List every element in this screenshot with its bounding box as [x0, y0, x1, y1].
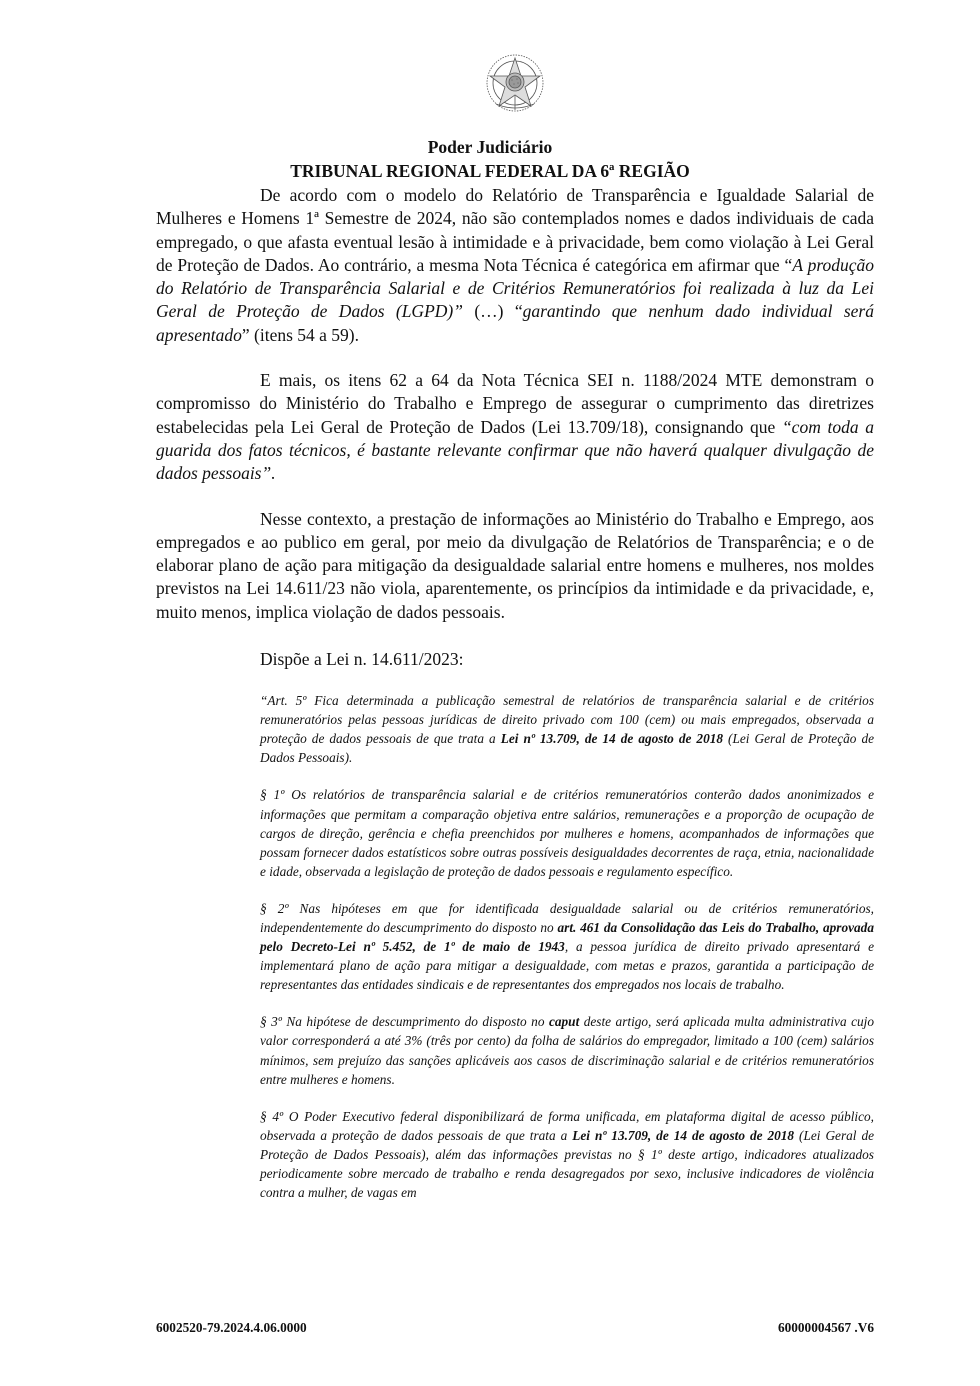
- paragraph-3: Nesse contexto, a prestação de informações ao Ministério do Trabalho e Emprego, aos empregados e ao publico em geral, por meio da divulgação de Relatórios de Transparência; e o de elaborar plano de ação para mitigação da desigualdade salarial entre homens e mulheres, nos moldes previstos na Lei 14.611/23 não viola, aparentemente, os princípios da intimidade e da privacidade, e, muito menos, implica violação de dados pessoais.: [156, 508, 874, 622]
- quote-art5-law-ref: Lei nº 13.709, de 14 de agosto de 2018: [500, 731, 724, 747]
- quote-art5-tail: (Lei Geral de Proteção de Dados Pessoais).: [260, 731, 874, 766]
- paragraph-2-quote: “com toda a guarida dos fatos técnicos, é bastante relevante confirmar que não haverá qualquer divulgação de dados pessoais”.: [156, 416, 874, 484]
- quote-paragraph-4-text: § 4º O Poder Executivo federal disponibilizará de forma unificada, em plataforma digital de acesso público, observada a proteção de dados pessoais de que trata a: [260, 1108, 874, 1143]
- paragraph-1-quote-2: garantindo que nenhum dado individual será apresentado: [156, 301, 874, 345]
- quote-paragraph-4: [260, 1107, 874, 1202]
- footer-document-id: 60000004567 .V6: [777, 1320, 874, 1335]
- quote-paragraph-2-text: § 2º Nas hipóteses em que for identificada desigualdade salarial ou de critérios remuneratórios, independentemente do descumprimento do disposto no: [260, 900, 874, 935]
- quote-paragraph-2-tail: , a pessoa jurídica de direito privado apresentará e implementará plano de ação para mitigar a desigualdade, com metas e prazos, garantida a participação de representantes das entidades sindicais e de representantes dos empregados nos locais de trabalho.: [260, 939, 875, 993]
- quote-paragraph-3-caput: caput: [548, 1014, 580, 1030]
- quote-paragraph-3: [260, 1012, 874, 1088]
- paragraph-1-text-c: (…) “: [462, 301, 523, 322]
- quote-paragraph-4-tail: (Lei Geral de Proteção de Dados Pessoais), além das informações previstas no § 1º deste artigo, indicadores atualizados periodicamente sobre mercado de trabalho e renda desagregados por sexo, inclusive indicadores de violência contra a mulher, de vagas em: [260, 1127, 875, 1201]
- paragraph-1-text-e: ” (itens 54 a 59).: [241, 324, 359, 345]
- law-intro: Dispõe a Lei n. 14.611/2023:: [260, 649, 464, 670]
- quote-art5: [260, 691, 874, 767]
- quote-paragraph-2: [260, 899, 874, 994]
- paragraph-1-quote-1: A produção do Relatório de Transparência Salarial e de Critérios Remuneratórios foi realizada à luz da Lei Geral de Proteção de Dados (LGPD)”: [156, 254, 874, 322]
- document-body: [156, 184, 874, 1202]
- paragraph-1: [156, 184, 874, 347]
- header-judiciary: Poder Judiciário: [427, 137, 553, 157]
- footer-process-number: 6002520-79.2024.4.06.0000: [156, 1320, 307, 1335]
- header-court-name: TRIBUNAL REGIONAL FEDERAL DA 6ª REGIÃO: [290, 161, 690, 181]
- quote-art5-text: “Art. 5º Fica determinada a publicação semestral de relatórios de transparência salarial e de critérios remuneratórios pelas pessoas jurídicas de direito privado com 100 (cem) ou mais empregados, observada a proteção de dados pessoais de que trata a: [260, 693, 874, 747]
- quote-paragraph-3-tail: deste artigo, será aplicada multa administrativa cujo valor corresponderá a até 3% (três por cento) da folha de salários do empregador, limitado a 100 (cem) salários mínimos, sem prejuízo das sanções aplicáveis aos casos de discriminação salarial e de critérios remuneratórios entre mulheres e homens.: [260, 1014, 874, 1087]
- quote-paragraph-2-law-ref: art. 461 da Consolidação das Leis do Trabalho, aprovada pelo Decreto-Lei nº 5.452, de 1º de maio de 1943: [260, 919, 874, 955]
- quote-paragraph-1: § 1º Os relatórios de transparência salarial e de critérios remuneratórios conterão dados anonimizados e informações que permitam a comparação objetiva entre salários, remunerações e a proporção de ocupação de cargos de direção, gerência e chefia preenchidos por mulheres e homens, acompanhados de informações que possam fornecer dados estatísticos sobre outras possíveis desigualdades decorrentes de raça, etnia, nacionalidade e idade, observada a legislação de proteção de dados pessoais e regulamento específico.: [260, 787, 874, 879]
- paragraph-1-text-a: De acordo com o modelo do Relatório de Transparência e Igualdade Salarial de Mulheres e Homens 1ª Semestre de 2024, não são contemplados nomes e dados individuais de cada empregado, o que afasta eventual lesão à intimidade e à privacidade, bem como violação à Lei Geral de Proteção de Dados. Ao contrário, a mesma Nota Técnica é categórica em afirmar que “: [156, 185, 874, 275]
- quote-paragraph-4-law-ref: Lei nº 13.709, de 14 de agosto de 2018: [572, 1127, 795, 1143]
- coat-of-arms-emblem: [484, 52, 546, 114]
- quote-paragraph-3-text: § 3º Na hipótese de descumprimento do disposto no: [260, 1014, 549, 1030]
- paragraph-2-text: E mais, os itens 62 a 64 da Nota Técnica SEI n. 1188/2024 MTE demonstram o compromisso do Ministério do Trabalho e Emprego de assegurar o cumprimento das diretrizes estabelecidas pela Lei Geral de Proteção de Dados (Lei 13.709/18), consignando que: [156, 370, 874, 437]
- paragraph-2: [156, 369, 874, 485]
